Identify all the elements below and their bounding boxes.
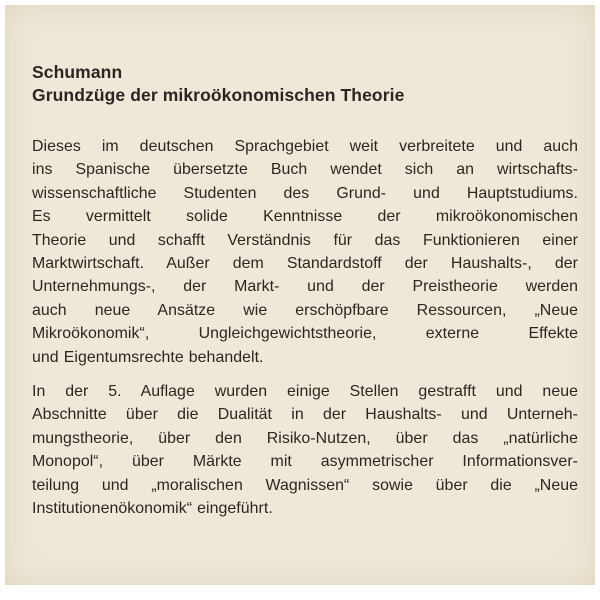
book-heading [32, 61, 578, 107]
author-name: Schumann [32, 62, 123, 82]
book-title: Grundzüge der mikroökonomischen Theorie [32, 85, 405, 105]
paragraph-line: Marktwirtschaft. Außer dem Standardstoff der Haushalts-, der [32, 255, 578, 273]
blurb-text-block [32, 61, 578, 532]
paragraph-line: Unternehmungs-, der Markt- und der Preistheorie werden [32, 278, 578, 296]
paragraph-line: wissenschaftliche Studenten des Grund- und Hauptstudiums. [32, 184, 578, 202]
paragraph-line: teilung und „moralischen Wagnissen“ sowie über die „Neue [32, 476, 578, 494]
paragraph-line: auch neue Ansätze wie erschöpfbare Ressourcen, „Neue [32, 301, 578, 319]
edition-paragraph [32, 380, 578, 520]
paragraph-line: Dieses im deutschen Sprachgebiet weit verbreitete und auch [32, 138, 578, 155]
paragraph-line: Institutionenökonomik“ eingeführt. [32, 500, 273, 518]
paragraph-line: und Eigentumsrechte behandelt. [32, 348, 264, 366]
paragraph-line: Mikroökonomik“, Ungleichgewichtstheorie, externe Effekte [32, 325, 578, 343]
paragraph-line: In der 5. Auflage wurden einige Stellen gestrafft und neue [32, 383, 578, 401]
paragraph-line: mungstheorie, über den Risiko-Nutzen, über das „natürliche [32, 429, 578, 447]
description-paragraph [32, 135, 578, 369]
book-blurb-page [5, 5, 595, 585]
paragraph-line: Abschnitte über die Dualität in der Haushalts- und Unterneh- [32, 406, 578, 424]
paragraph-line: Monopol“, über Märkte mit asymmetrischer Informationsver- [32, 453, 578, 471]
paragraph-line: ins Spanische übersetzte Buch wendet sich an wirtschafts- [32, 161, 578, 179]
paragraph-line: Es vermittelt solide Kenntnisse der mikroökonomischen [32, 208, 578, 226]
paragraph-line: Theorie und schafft Verständnis für das Funktionieren einer [32, 231, 578, 249]
